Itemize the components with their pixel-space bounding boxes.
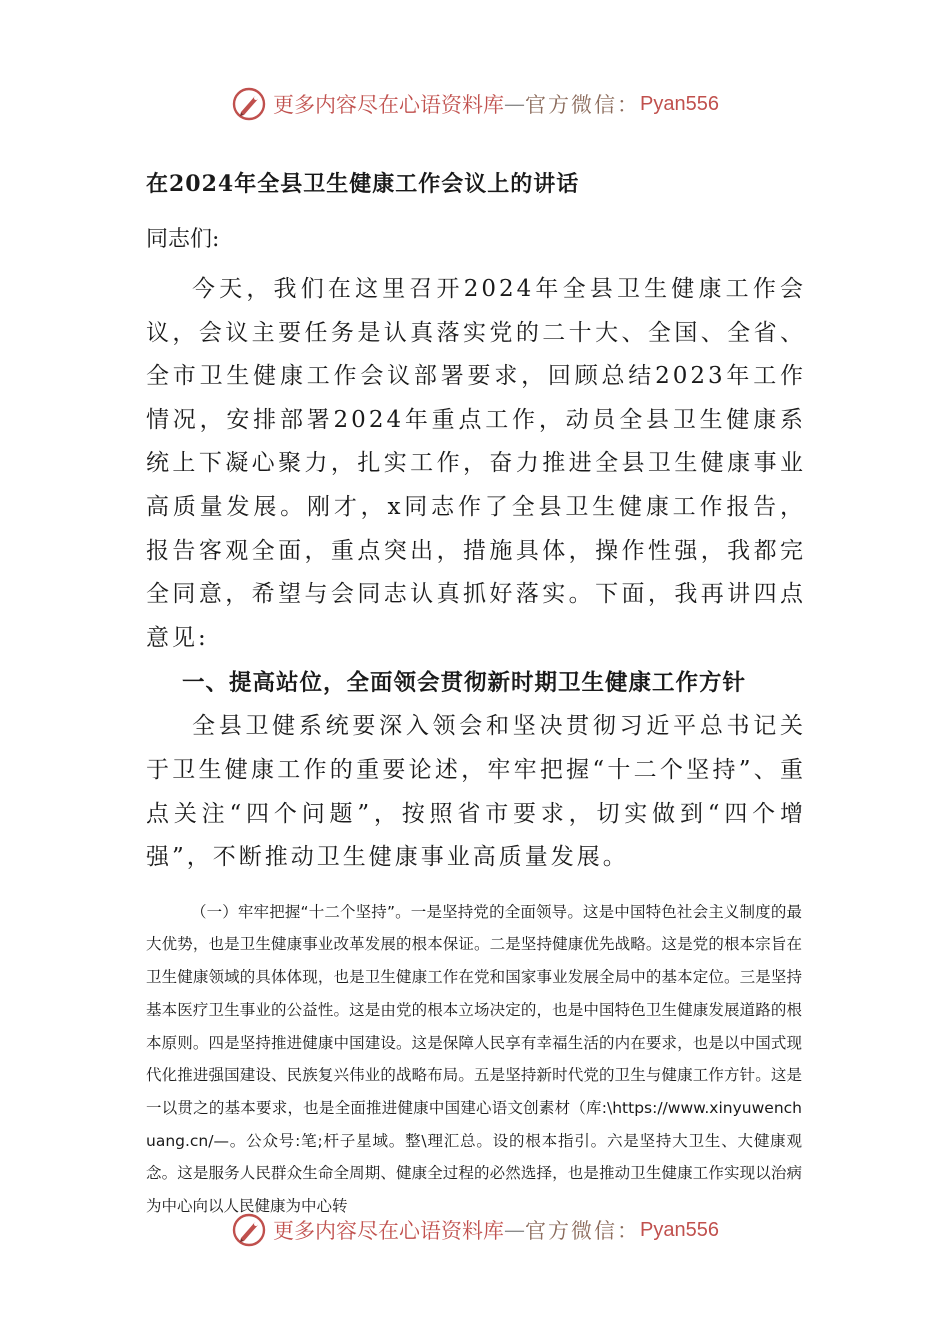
banner-separator: — bbox=[504, 92, 526, 116]
paragraph-section-1: 全县卫健系统要深入领会和坚决贯彻习近平总书记关于卫生健康工作的重要论述，牢牢把握“十二个坚持”、重点关注“四个问题”，按照省市要求，切实做到“四个增强”，不断推动卫生健康事业高质量发展。 bbox=[146, 713, 806, 871]
document-body bbox=[146, 162, 806, 1223]
header-banner bbox=[0, 84, 950, 124]
footer-banner bbox=[0, 1210, 950, 1250]
pen-logo-icon bbox=[231, 1212, 267, 1248]
paragraph-twelve-persistences: （一）牢牢把握“十二个坚持”。一是坚持党的全面领导。这是中国特色社会主义制度的最大优势，也是卫生健康事业改革发展的根本保证。二是坚持健康优先战略。这是党的根本宗旨在卫生健康领域的具体体现，也是卫生健康工作在党和国家事业发展全局中的基本定位。三是坚持基本医疗卫生事业的公益性。这是由党的根本立场决定的，也是中国特色卫生健康发展道路的根本原则。四是坚持推进健康中国建设。这是保障人民享有幸福生活的内在要求，也是以中国式现代化推进强国建设、民族复兴伟业的战略布局。五是坚持新时代党的卫生与健康工作方针。这是一以贯之的基本要求，也是全面推进健康中国建心语文创素材（库:\https://www.xinyuwenchuang.cn/—。公众号:笔;杆子星域。整\理汇总。设的根本指引。六是坚持大卫生、大健康观念。这是服务人民群众生命全周期、健康全过程的必然选择，也是推动卫生健康工作实现以治病为中心向以人民健康为中心转 bbox=[146, 902, 802, 1216]
banner-wechat-label: 官方微信： bbox=[525, 93, 641, 117]
banner-text: 更多内容尽在心语资料库 bbox=[273, 1219, 505, 1243]
banner-wechat-id: Pyan556 bbox=[640, 92, 719, 115]
section-heading-1: 一、提高站位，全面领会贯彻新时期卫生健康工作方针 bbox=[182, 670, 747, 697]
banner-wechat-id: Pyan556 bbox=[640, 1218, 719, 1241]
banner-text: 更多内容尽在心语资料库 bbox=[273, 93, 505, 117]
paragraph-intro: 今天，我们在这里召开2024年全县卫生健康工作会议，会议主要任务是认真落实党的二十大、全国、全省、全市卫生健康工作会议部署要求，回顾总结2023年工作情况，安排部署2024年重点工作，动员全县卫生健康系统上下凝心聚力，扎实工作，奋力推进全县卫生健康事业高质量发展。刚才，x同志作了全县卫生健康工作报告，报告客观全面，重点突出，措施具体，操作性强，我都完全同意，希望与会同志认真抓好落实。下面，我再讲四点意见: bbox=[146, 276, 806, 651]
pen-logo-icon bbox=[231, 86, 267, 122]
banner-separator: — bbox=[504, 1218, 526, 1242]
greeting: 同志们: bbox=[146, 227, 220, 252]
document-title: 在2024年全县卫生健康工作会议上的讲话 bbox=[146, 171, 580, 197]
banner-wechat-label: 官方微信： bbox=[525, 1219, 641, 1243]
